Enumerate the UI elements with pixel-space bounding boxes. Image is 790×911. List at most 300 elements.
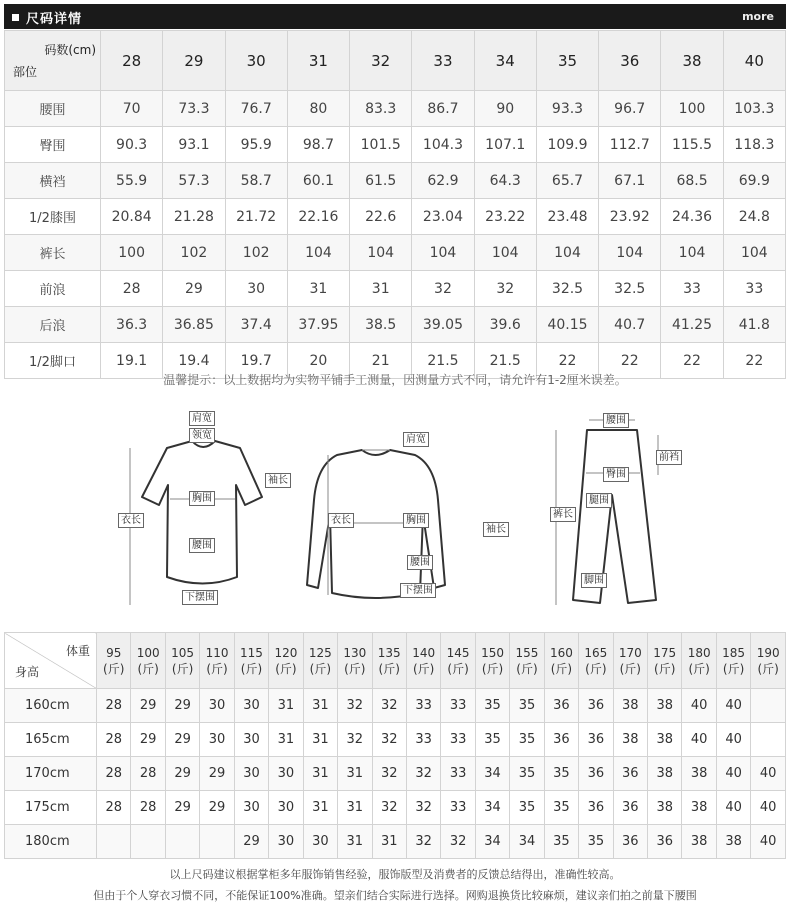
square-bullet-icon (12, 14, 19, 21)
weight-unit: (斤) (275, 661, 297, 676)
table-cell: 32 (372, 723, 406, 757)
table-cell: 58.7 (225, 163, 287, 199)
pants-hem-tag: 脚围 (581, 573, 607, 588)
table-cell: 22 (536, 343, 598, 379)
weight-value: 150 (481, 645, 504, 660)
table-cell: 29 (165, 689, 199, 723)
table-cell: 30 (225, 271, 287, 307)
weight-header-row (5, 633, 786, 689)
table-cell: 35 (475, 723, 509, 757)
table-row (5, 163, 786, 199)
row-label: 横裆 (5, 163, 101, 199)
table-cell: 28 (101, 271, 163, 307)
table-cell: 19.1 (101, 343, 163, 379)
table-cell (165, 825, 199, 859)
table-cell: 31 (303, 791, 337, 825)
weight-header-cell (475, 633, 509, 689)
table-cell: 104 (474, 235, 536, 271)
weight-header-cell (269, 633, 303, 689)
table-cell: 40 (716, 791, 750, 825)
table-cell: 33 (661, 271, 723, 307)
table-cell: 96.7 (599, 91, 661, 127)
table-cell: 35 (510, 723, 544, 757)
recommendation-note: 以上尺码建议根据掌柜多年服饰销售经验，服饰版型及消费者的反馈总结得出，准确性较高。 (169, 868, 621, 881)
table-cell: 30 (200, 723, 234, 757)
table-cell: 38 (648, 757, 682, 791)
table-corner (5, 633, 97, 689)
weight-header-cell (338, 633, 372, 689)
table-cell (751, 689, 786, 723)
weight-header-cell (510, 633, 544, 689)
table-cell: 31 (303, 689, 337, 723)
table-row (5, 689, 786, 723)
table-cell: 104 (599, 235, 661, 271)
row-label: 臀围 (5, 127, 101, 163)
weight-value: 140 (412, 645, 436, 660)
table-cell: 32 (338, 723, 372, 757)
table-cell: 33 (441, 689, 475, 723)
table-cell: 35 (544, 791, 578, 825)
table-cell: 38 (682, 791, 716, 825)
table-cell: 40 (682, 689, 716, 723)
weight-unit: (斤) (240, 661, 263, 676)
table-cell (751, 723, 786, 757)
table-cell: 104 (661, 235, 723, 271)
table-cell: 34 (475, 825, 509, 859)
table-cell: 90 (474, 91, 536, 127)
table-row (5, 757, 786, 791)
table-row (5, 199, 786, 235)
table-cell: 22 (723, 343, 785, 379)
table-cell: 32 (412, 271, 474, 307)
table-cell: 23.22 (474, 199, 536, 235)
weight-unit: (斤) (206, 661, 228, 676)
table-cell: 28 (97, 723, 131, 757)
table-cell: 36 (613, 791, 647, 825)
table-cell: 22 (661, 343, 723, 379)
weight-header-cell (544, 633, 578, 689)
table-cell: 24.36 (661, 199, 723, 235)
table-cell: 60.1 (287, 163, 349, 199)
table-cell: 40 (716, 689, 750, 723)
weight-unit: (斤) (757, 661, 779, 676)
table-cell: 69.9 (723, 163, 785, 199)
row-label: 裤长 (5, 235, 101, 271)
table-cell: 29 (165, 723, 199, 757)
weight-value: 160 (549, 645, 573, 660)
weight-header-cell (303, 633, 337, 689)
weight-value: 105 (171, 645, 195, 660)
table-cell: 20.84 (101, 199, 163, 235)
weight-unit: (斤) (412, 661, 435, 676)
table-cell: 70 (101, 91, 163, 127)
table-cell: 35 (544, 757, 578, 791)
section-title-text: 尺码详情 (26, 12, 83, 27)
row-label: 180cm (5, 825, 97, 859)
table-cell: 32 (441, 825, 475, 859)
weight-unit: (斤) (550, 661, 573, 676)
shirt-chest-tag: 胸围 (403, 513, 429, 528)
table-cell: 32 (372, 757, 406, 791)
table-cell: 20 (287, 343, 349, 379)
table-cell: 28 (131, 757, 165, 791)
weight-header-cell (97, 633, 131, 689)
table-cell: 36 (579, 757, 613, 791)
table-cell: 40 (751, 791, 786, 825)
size-header-cell: 29 (163, 31, 225, 91)
table-cell: 22.16 (287, 199, 349, 235)
weight-unit: (斤) (171, 661, 194, 676)
size-table (4, 30, 786, 379)
weight-value: 110 (205, 645, 229, 660)
weight-value: 180 (687, 645, 711, 660)
table-cell: 29 (163, 271, 225, 307)
size-header-row (5, 31, 786, 91)
tshirt-neck-tag: 领宽 (189, 428, 215, 443)
table-cell: 29 (200, 757, 234, 791)
size-header-cell: 28 (101, 31, 163, 91)
table-cell: 36 (544, 723, 578, 757)
table-cell: 32 (406, 825, 440, 859)
table-cell: 40.15 (536, 307, 598, 343)
table-cell: 104 (412, 235, 474, 271)
disclaimer-note: 但由于个人穿衣习惯不同，不能保证100%准确。望亲们结合实际进行选择。网购退换货比较麻烦，建议亲们拍之前量下腰围 (93, 889, 697, 902)
table-cell: 40 (751, 757, 786, 791)
row-label: 1/2膝围 (5, 199, 101, 235)
table-cell: 32 (372, 689, 406, 723)
table-cell: 93.1 (163, 127, 225, 163)
table-cell: 29 (165, 757, 199, 791)
weight-unit: (斤) (619, 661, 641, 676)
table-cell: 31 (269, 723, 303, 757)
pants-waist-tag: 腰围 (603, 413, 629, 428)
table-cell: 32.5 (536, 271, 598, 307)
table-cell: 115.5 (661, 127, 723, 163)
table-cell: 61.5 (350, 163, 412, 199)
table-cell: 101.5 (350, 127, 412, 163)
weight-header-cell (372, 633, 406, 689)
table-cell: 34 (475, 757, 509, 791)
more-link[interactable]: more (742, 10, 774, 23)
table-cell: 33 (441, 757, 475, 791)
table-cell: 36 (579, 791, 613, 825)
table-cell: 95.9 (225, 127, 287, 163)
table-cell: 37.4 (225, 307, 287, 343)
table-cell: 31 (372, 825, 406, 859)
section-title (12, 8, 82, 27)
table-cell: 38 (648, 791, 682, 825)
table-cell: 32.5 (599, 271, 661, 307)
table-cell: 36 (544, 689, 578, 723)
table-cell: 100 (101, 235, 163, 271)
table-cell: 36 (579, 723, 613, 757)
table-row (5, 127, 786, 163)
weight-value: 120 (274, 645, 298, 660)
size-header-cell: 30 (225, 31, 287, 91)
table-cell: 35 (510, 689, 544, 723)
tshirt-length-tag: 衣长 (118, 513, 144, 528)
table-cell: 40 (682, 723, 716, 757)
shirt-shoulder-tag: 肩宽 (403, 432, 429, 447)
table-cell: 65.7 (536, 163, 598, 199)
size-header-cell: 40 (723, 31, 785, 91)
table-cell: 90.3 (101, 127, 163, 163)
table-cell: 29 (234, 825, 268, 859)
table-cell: 41.25 (661, 307, 723, 343)
table-cell: 39.6 (474, 307, 536, 343)
weight-value: 95 (106, 645, 122, 660)
table-cell: 30 (234, 757, 268, 791)
table-cell: 67.1 (599, 163, 661, 199)
table-row (5, 307, 786, 343)
table-cell: 23.04 (412, 199, 474, 235)
shirt-length-tag: 衣长 (328, 513, 354, 528)
size-header-cell: 36 (599, 31, 661, 91)
table-cell: 23.48 (536, 199, 598, 235)
weight-unit: (斤) (654, 661, 676, 676)
table-row (5, 825, 786, 859)
corner-part-label: 部位 (13, 65, 38, 79)
table-cell: 83.3 (350, 91, 412, 127)
pants-front-rise-tag: 前裆 (656, 450, 682, 465)
table-cell: 38 (682, 825, 716, 859)
table-row (5, 271, 786, 307)
garment-diagrams (100, 405, 700, 625)
table-cell: 33 (441, 791, 475, 825)
size-header-cell: 33 (412, 31, 474, 91)
weight-unit: (斤) (722, 661, 745, 676)
table-cell: 68.5 (661, 163, 723, 199)
table-cell: 31 (287, 271, 349, 307)
shirt-waist-tag: 腰围 (407, 555, 433, 570)
size-recommendation-table (4, 632, 786, 859)
weight-unit: (斤) (447, 661, 469, 676)
table-cell: 32 (406, 791, 440, 825)
table-cell: 21.5 (474, 343, 536, 379)
weight-value: 115 (240, 645, 263, 660)
tshirt-waist-tag: 腰围 (189, 538, 215, 553)
weight-unit: (斤) (137, 661, 159, 676)
weight-value: 165 (584, 645, 608, 660)
weight-unit: (斤) (688, 661, 710, 676)
table-cell: 21.28 (163, 199, 225, 235)
table-cell: 73.3 (163, 91, 225, 127)
table-cell: 30 (269, 791, 303, 825)
table-cell: 40 (751, 825, 786, 859)
shirt-sleeve-tag: 袖长 (483, 522, 509, 537)
table-cell: 21.5 (412, 343, 474, 379)
table-cell: 32 (474, 271, 536, 307)
table-cell: 21.72 (225, 199, 287, 235)
table-cell: 31 (303, 757, 337, 791)
table-cell: 30 (234, 723, 268, 757)
table-cell: 93.3 (536, 91, 598, 127)
weight-unit: (斤) (585, 661, 607, 676)
table-row (5, 235, 786, 271)
table-cell: 86.7 (412, 91, 474, 127)
weight-value: 135 (377, 645, 401, 660)
table-cell (131, 825, 165, 859)
table-cell: 112.7 (599, 127, 661, 163)
table-cell: 104 (350, 235, 412, 271)
weight-header-cell (579, 633, 613, 689)
table-cell: 33 (441, 723, 475, 757)
table-row (5, 91, 786, 127)
table-cell: 28 (97, 791, 131, 825)
table-cell: 36 (613, 757, 647, 791)
table-cell: 104 (723, 235, 785, 271)
table-cell: 28 (97, 757, 131, 791)
table-cell: 30 (234, 791, 268, 825)
table-cell: 30 (200, 689, 234, 723)
table-cell: 37.95 (287, 307, 349, 343)
pants-hip-tag: 臀围 (603, 467, 629, 482)
table-cell: 38.5 (350, 307, 412, 343)
table-cell: 40.7 (599, 307, 661, 343)
table-cell: 118.3 (723, 127, 785, 163)
table-cell: 19.4 (163, 343, 225, 379)
tshirt-sleeve-tag: 袖长 (265, 473, 291, 488)
table-cell: 76.7 (225, 91, 287, 127)
weight-value: 155 (515, 645, 539, 660)
table-cell: 30 (269, 825, 303, 859)
table-cell: 104.3 (412, 127, 474, 163)
table-cell: 29 (200, 791, 234, 825)
table-cell: 28 (97, 689, 131, 723)
table-cell: 35 (510, 791, 544, 825)
table-cell: 35 (510, 757, 544, 791)
table-cell: 98.7 (287, 127, 349, 163)
table-cell: 104 (287, 235, 349, 271)
size-header-cell: 31 (287, 31, 349, 91)
table-cell: 31 (338, 825, 372, 859)
table-cell: 31 (350, 271, 412, 307)
table-cell: 40 (716, 757, 750, 791)
row-label: 160cm (5, 689, 97, 723)
tshirt-hem-tag: 下摆围 (182, 590, 218, 605)
corner-weight-label: 体重 (65, 644, 90, 658)
weight-header-cell (682, 633, 716, 689)
pants-thigh-tag: 腿围 (586, 493, 612, 508)
table-cell: 36 (648, 825, 682, 859)
row-label: 后浪 (5, 307, 101, 343)
weight-value: 130 (343, 645, 367, 660)
weight-value: 125 (308, 645, 332, 660)
weight-header-cell (441, 633, 475, 689)
table-cell: 100 (661, 91, 723, 127)
table-cell: 31 (269, 689, 303, 723)
table-row (5, 791, 786, 825)
section-header (4, 4, 786, 29)
table-cell: 22 (599, 343, 661, 379)
table-cell: 29 (165, 791, 199, 825)
table-cell: 104 (536, 235, 598, 271)
table-cell: 30 (269, 757, 303, 791)
table-cell: 33 (406, 723, 440, 757)
table-cell: 32 (406, 757, 440, 791)
table-cell: 21 (350, 343, 412, 379)
table-cell: 57.3 (163, 163, 225, 199)
table-cell: 38 (682, 757, 716, 791)
weight-unit: (斤) (481, 661, 504, 676)
weight-header-cell (613, 633, 647, 689)
weight-header-cell (751, 633, 786, 689)
row-label: 175cm (5, 791, 97, 825)
weight-header-cell (234, 633, 268, 689)
table-cell: 62.9 (412, 163, 474, 199)
tshirt-chest-tag: 胸围 (189, 491, 215, 506)
table-cell: 38 (613, 689, 647, 723)
weight-unit: (斤) (516, 661, 538, 676)
pants-length-tag: 裤长 (550, 507, 576, 522)
weight-header-cell (200, 633, 234, 689)
table-cell: 28 (131, 791, 165, 825)
table-cell: 107.1 (474, 127, 536, 163)
table-cell: 30 (303, 825, 337, 859)
table-corner (5, 31, 101, 91)
table-cell: 31 (303, 723, 337, 757)
table-cell: 102 (163, 235, 225, 271)
table-cell: 109.9 (536, 127, 598, 163)
weight-unit: (斤) (309, 661, 332, 676)
size-header-cell: 34 (474, 31, 536, 91)
weight-value: 175 (653, 645, 677, 660)
table-cell: 32 (372, 791, 406, 825)
table-cell: 33 (723, 271, 785, 307)
table-cell: 64.3 (474, 163, 536, 199)
weight-value: 170 (618, 645, 642, 660)
table-cell: 38 (648, 689, 682, 723)
tshirt-shoulder-tag: 肩宽 (189, 411, 215, 426)
weight-header-cell (648, 633, 682, 689)
weight-header-cell (716, 633, 750, 689)
table-cell: 38 (648, 723, 682, 757)
table-cell: 32 (338, 689, 372, 723)
table-cell: 36 (613, 825, 647, 859)
table-cell: 36.85 (163, 307, 225, 343)
table-cell: 35 (544, 825, 578, 859)
table-cell: 55.9 (101, 163, 163, 199)
row-label: 前浪 (5, 271, 101, 307)
shirt-hem-tag: 下摆围 (400, 583, 436, 598)
measurement-note: 温馨提示：以上数据均为实物平铺手工测量，因测量方式不同，请允许有1-2厘米误差。 (163, 373, 627, 387)
weight-unit: (斤) (378, 661, 400, 676)
table-cell: 40 (716, 723, 750, 757)
table-cell: 19.7 (225, 343, 287, 379)
table-cell (200, 825, 234, 859)
weight-unit: (斤) (344, 661, 366, 676)
table-cell: 80 (287, 91, 349, 127)
weight-header-cell (165, 633, 199, 689)
size-header-cell: 35 (536, 31, 598, 91)
row-label: 165cm (5, 723, 97, 757)
table-cell: 29 (131, 723, 165, 757)
table-cell: 22.6 (350, 199, 412, 235)
table-cell: 35 (475, 689, 509, 723)
table-cell: 31 (338, 757, 372, 791)
table-cell: 36.3 (101, 307, 163, 343)
table-cell: 29 (131, 689, 165, 723)
table-cell: 30 (234, 689, 268, 723)
corner-size-label: 码数(cm) (44, 43, 96, 57)
table-cell: 39.05 (412, 307, 474, 343)
table-cell: 23.92 (599, 199, 661, 235)
row-label: 腰围 (5, 91, 101, 127)
weight-value: 145 (446, 645, 470, 660)
table-cell: 103.3 (723, 91, 785, 127)
table-row (5, 723, 786, 757)
size-header-cell: 32 (350, 31, 412, 91)
